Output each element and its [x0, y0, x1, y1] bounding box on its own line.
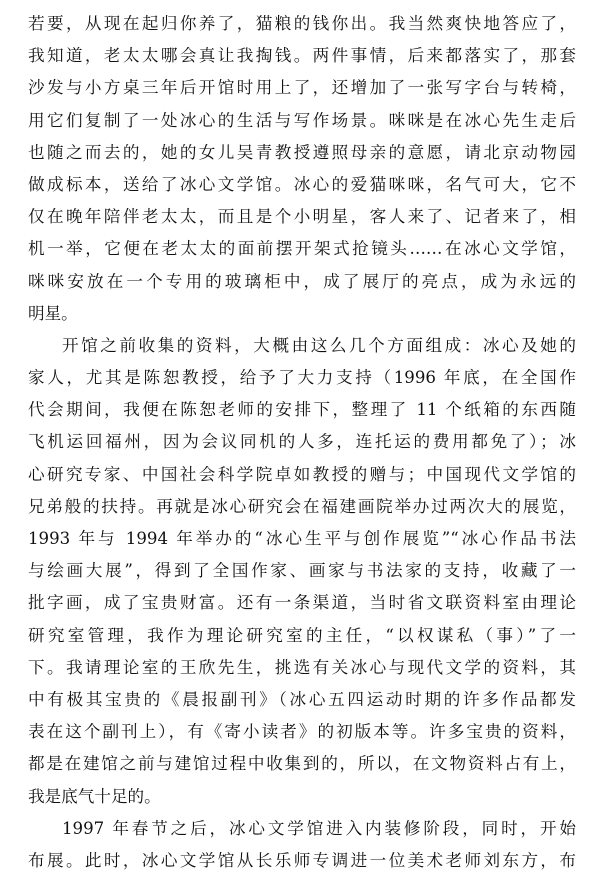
text-line: 飞机运回福州，因为会议同机的人多，连托运的费用都免了）；冰	[28, 432, 576, 452]
document-page	[28, 8, 576, 877]
text-line: 沙发与小方桌三年后开馆时用上了，还增加了一张写字台与转椅，	[28, 78, 576, 98]
text-line: 做成标本，送给了冰心文学馆。冰心的爱猫咪咪，名气可大，它不	[28, 174, 576, 194]
paragraph-1	[28, 8, 576, 330]
text-line: 1993 年与 1994 年举办的“冰心生平与创作展览”“冰心作品书法	[28, 529, 576, 548]
text-line: 与绘画大展”，得到了全国作家、画家与书法家的支持，收藏了一	[28, 561, 576, 581]
text-line: 也随之而去的，她的女儿吴青教授遵照母亲的意愿，请北京动物园	[28, 142, 576, 162]
paragraph-2	[28, 330, 576, 813]
text-line: 批字画，成了宝贵财富。还有一条渠道，当时省文联资料室由理论	[28, 593, 576, 613]
text-line: 我知道，老太太哪会真让我掏钱。两件事情，后来都落实了，那套	[28, 46, 576, 66]
text-line: 用它们复制了一处冰心的生活与写作场景。咪咪是在冰心先生走后	[28, 110, 576, 130]
text-line: 咪咪安放在一个专用的玻璃柜中，成了展厅的亮点，成为永远的	[28, 271, 576, 291]
text-line: 若要，从现在起归你养了，猫粮的钱你出。我当然爽快地答应了，	[28, 14, 576, 33]
text-line: 兄弟般的扶持。再就是冰心研究会在福建画院举办过两次大的展览，	[28, 496, 576, 516]
text-line: 家人，尤其是陈恕教授，给予了大力支持（1996 年底，在全国作	[28, 368, 576, 388]
text-line: 1997 年春节之后，冰心文学馆进入内装修阶段，同时，开始	[62, 818, 576, 838]
text-line: 开馆之前收集的资料，大概由这么几个方面组成：冰心及她的	[62, 335, 576, 355]
text-line: 代会期间，我便在陈恕老师的安排下，整理了 11 个纸箱的东西随	[28, 400, 576, 420]
text-line: 中有极其宝贵的《晨报副刊》（冰心五四运动时期的许多作品都发	[28, 689, 576, 709]
paragraph-3	[28, 813, 576, 877]
text-line: 表在这个副刊上），有《寄小读者》的初版本等。许多宝贵的资料，	[28, 722, 576, 742]
text-line: 研究室管理，我作为理论研究室的主任，“以权谋私（事）”了一	[28, 625, 576, 645]
text-line: 布展。此时，冰心文学馆从长乐师专调进一位美术老师刘东方，布	[28, 850, 576, 870]
text-line: 仅在晚年陪伴老太太，而且是个小明星，客人来了、记者来了，相	[28, 207, 576, 227]
text-line: 下。我请理论室的王欣先生，挑选有关冰心与现代文学的资料，其	[28, 657, 576, 677]
text-line: 都是在建馆之前与建馆过程中收集到的，所以，在文物资料占有上，	[28, 754, 576, 774]
text-line: 明星。	[28, 303, 78, 323]
text-line: 机一举，它便在老太太的面前摆开架式抢镜头……在冰心文学馆，	[28, 239, 576, 259]
text-line: 心研究专家、中国社会科学院卓如教授的赠与；中国现代文学馆的	[28, 464, 576, 484]
text-line: 我是底气十足的。	[28, 786, 161, 806]
